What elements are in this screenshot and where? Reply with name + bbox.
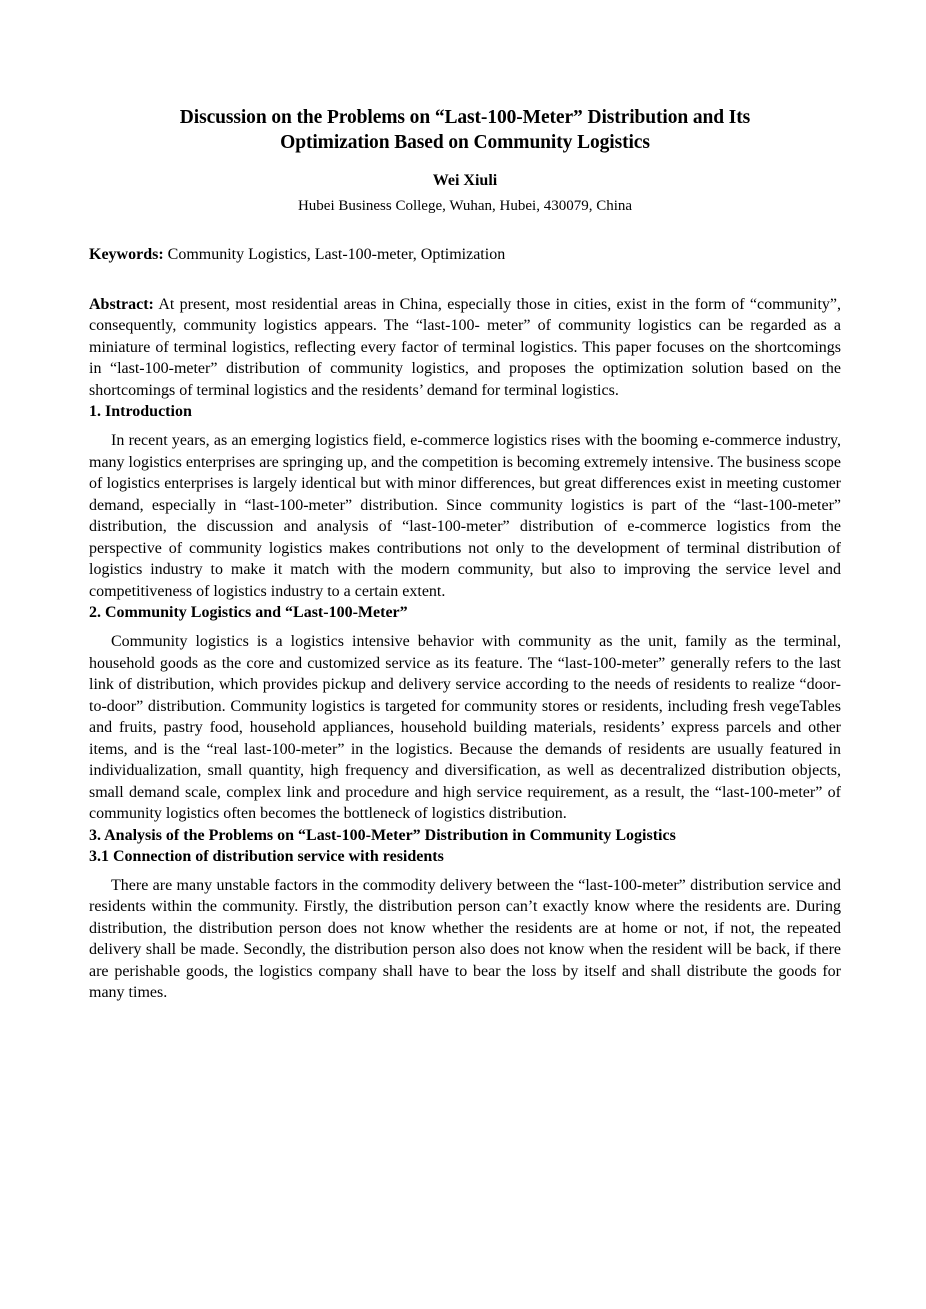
abstract-text: At present, most residential areas in China, especially those in cities, exist in the form of “community”, consequently, community logistics appears. The “last-100- meter” of community logistics can be regarded as a miniature of terminal logistics, reflecting every factor of terminal logistics. This paper focuses on the shortcomings in “last-100-meter” distribution of community logistics, and proposes the optimization solution based on the shortcomings of terminal logistics and the residents’ demand for terminal logistics. bbox=[89, 295, 841, 399]
paper-page bbox=[89, 105, 841, 1004]
abstract-label: Abstract: bbox=[89, 295, 154, 313]
section-heading: 2. Community Logistics and “Last-100-Meter” bbox=[89, 604, 408, 621]
section-community-logistics bbox=[89, 602, 841, 825]
section-heading: 3. Analysis of the Problems on “Last-100-Meter” Distribution in Community Logistics bbox=[89, 826, 676, 844]
keywords bbox=[89, 244, 841, 266]
keywords-label: Keywords: bbox=[89, 246, 164, 263]
section-paragraph: In recent years, as an emerging logistics field, e-commerce logistics rises with the booming e-commerce industry, many logistics enterprises are springing up, and the competition is becoming extremely intensive. The business scope of logistics enterprises is largely identical but with minor differences, but great differences exist in meeting customer demand, especially in “last-100-meter” distribution. Since community logistics is part of the “last-100-meter” distribution, the discussion and analysis of “last-100-meter” distribution of e-commerce logistics from the perspective of community logistics makes contributions not only to the development of terminal distribution of logistics industry to make it match with the modern community, but also to improving the service level and competitiveness of logistics industry to a certain extent. bbox=[89, 432, 841, 600]
paper-title bbox=[89, 105, 841, 155]
section-problem-analysis bbox=[89, 825, 841, 1004]
title-line-2: Optimization Based on Community Logistics bbox=[280, 132, 650, 153]
title-line-1: Discussion on the Problems on “Last-100-Meter” Distribution and Its bbox=[179, 107, 751, 128]
subsection-heading: 3.1 Connection of distribution service with residents bbox=[89, 847, 444, 865]
section-heading: 1. Introduction bbox=[89, 403, 192, 420]
author-name: Wei Xiuli bbox=[432, 172, 498, 189]
author-affiliation: Hubei Business College, Wuhan, Hubei, 430079, China bbox=[297, 198, 633, 214]
keywords-text: Community Logistics, Last-100-meter, Optimization bbox=[163, 246, 506, 263]
section-introduction bbox=[89, 401, 841, 602]
section-paragraph: Community logistics is a logistics intensive behavior with community as the unit, family as the terminal, household goods as the core and customized service as its feature. The “last-100-meter” generally refers to the last link of distribution, which provides pickup and delivery service according to the needs of residents to realize “door-to-door” distribution. Community logistics is targeted for community stores or residents, including fresh vegeTables and fruits, pastry food, household appliances, household building materials, residents’ express parcels and other items, and is the “real last-100-meter” in the logistics. Because the demands of residents are usually featured in individualization, small quantity, high frequency and diversification, as well as decentralized distribution objects, small demand scale, complex link and procedure and high service requirement, as a result, the “last-100-meter” of community logistics often becomes the bottleneck of logistics distribution. bbox=[89, 633, 841, 822]
abstract bbox=[89, 294, 841, 402]
section-paragraph: There are many unstable factors in the commodity delivery between the “last-100-meter” distribution service and residents within the community. Firstly, the distribution person can’t exactly know where the residents are. During distribution, the distribution person does not know whether the residents are at home or not, if not, the repeated delivery shall be made. Secondly, the distribution person also does not know when the resident will be back, if there are perishable goods, the logistics company shall have to bear the loss by itself and shall distribute the goods for many times. bbox=[89, 876, 841, 1001]
